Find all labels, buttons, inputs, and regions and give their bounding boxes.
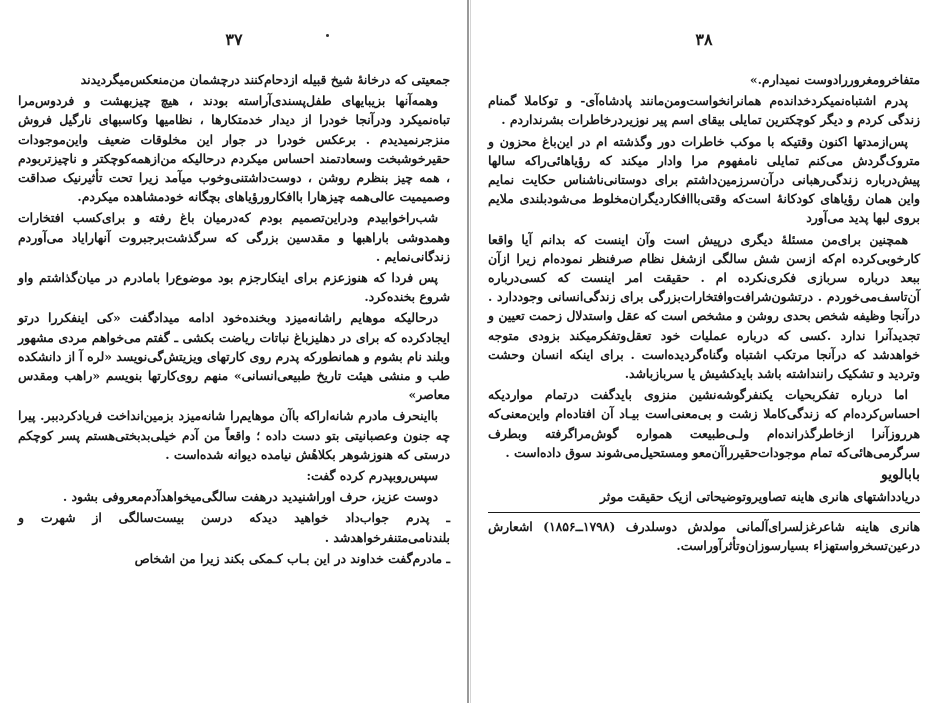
right-page-number: ۳۸ (695, 30, 713, 49)
paragraph: شب‌راخوابیدم ودراین‌تصمیم بودم که‌درمیان باغ رفته و برای‌کسب افتخارات وهمدوشی باراهبها و مقدسین بزرگی که سرگذشت‌برجبروت آنهارایاد می‌آوردم زندگانی‌نمایم . (18, 210, 450, 264)
page-gutter-shadow (470, 0, 471, 703)
paragraph: بااینحرف مادرم شانه‌اراکه باآن موهایم‌را شانه‌میزد بزمین‌انداخت فریادکرد‌ببر. پیرا چه جنون وعصبانیتی بتو دست داده ؛ واقعاً من آدم خیلی‌بدبختی‌هستم پسر کوچکم درستی که هنوزشوهر بکلاهٔش نیامده دیوانه شده‌است . (18, 408, 450, 462)
paragraph: وهمه‌آنها بزیبایهای طفل‌پسندی‌آراسته بودند ، هیچ چیزبهشت و فردوس‌مرا تباه‌نمیکرد ودرآنجا خودرا از دیدار خدمتکارها ، نظامیها وکاسبهای نارگیل فروش منزجر‌نمیدیدم . برعکس خودرا در جوار این مخلوقات ضعیف واین‌موجودات حقیرخوشبخت وسعادتمند احساس میکردم درحالیکه من‌ازهمه‌کوچکتر و ناچیزتربودم ، همه چیز بنظرم روشن ، دوست‌داشتنی‌وخوب میآمد زیرا تحت تأثیرنیک صداقت وصمیمیت عالی‌همه چیزهارا باافکارورؤیاهای بچگانه خودمشاهده میکردم. (18, 93, 450, 205)
left-page (18, 0, 450, 703)
paragraph: اما درباره تفکربحیات یکنفرگوشه‌نشین منزوی بایدگفت درتمام مواردیکه احساس‌کرده‌ام که زندگی‌کاملا زشت و بی‌معنی‌است بیـاد آن افتاده‌ام واین‌معنی‌که هرروزآنرا ازخاطرگذرانده‌ام ولـی‌طبیعت همواره گوش‌مراگرفته وبطرف سرگرمی‌هائی‌که تمام موجودات‌حقیرراآن‌معو ومستحیل‌می‌شوند سوق داده‌است . (488, 387, 920, 460)
paragraph: ـ پدرم جواب‌داد خواهید دیدکه درسن بیست‌سالگی از شهرت و بلندنامی‌متنفرخواهدشد . (18, 510, 450, 545)
paragraph: پس فردا که هنوزعزم برای اینکارجزم بود موضوع‌را بامادرم در میان‌گذاشتم واو شروع بخنده‌کرد. (18, 270, 450, 305)
paragraph: ـ مادرم‌گفت خداوند در این بـاب کـمکی بکند زیرا من اشخاص (134, 550, 450, 566)
paragraph: متفاخرومغروررادوست نمیدارم.» (749, 72, 920, 87)
paragraph: جمعیتی که درخانهٔ شیخ قبیله ازدحام‌کنند درچشمان من‌منعکس‌میگردیدند (80, 72, 450, 87)
page-gutter (467, 0, 469, 703)
right-page-paragraphs (488, 70, 920, 462)
section-heading: بابالویو (881, 467, 920, 484)
print-mark (326, 34, 329, 37)
right-page-body (488, 70, 920, 557)
footnote-rule (488, 512, 920, 513)
paragraph: درحالیکه موهایم راشانه‌میزد وبخنده‌خود ادامه میداد‌گفت «کی اینفکررا درتو ایجاد‌کرده که برای در دهلیزباغ نباتات ریاضت بکشی ـ گفتم می‌خواهم مردی مشهور وبلند نام بشوم و همانطورکه پدرم روی کارتهای ویزیتش‌گی‌نویسد «لره آ از دانشکده طب و منشی هیئت تاریخ طبیعی‌انسانی» منهم روی‌کارتها بنویسم «راهب ومقدس معاصر» (18, 310, 450, 403)
section-heading-note: دریادداشتهای هانری هاینه تصاویروتوضیحاتی ازیک حقیقت موثر (599, 489, 920, 505)
right-page (488, 0, 920, 703)
footnote: هانری هاینه شاعرغزلسرای‌آلمانی مولدش دوسلدرف (۱۷۹۸ــ۱۸۵۶) اشعارش درعین‌تسخروا‌ستهزاء بسیارسوزان‌وتأثرآوراست. (488, 519, 920, 554)
paragraph: همچنین برای‌من مسئلهٔ دیگری درپیش است وآن اینست که بدانم آیا واقعا کارخوبی‌کرده ام‌که ازسن شش سالگی ازشغل نظام صرفنظر نموده‌ام زیرا ازآن ببعد درباره سربازی فکری‌نکرده ام . حقیقت امر اینست که کسی‌درباره آن‌تاسف‌می‌خورد‌م . درتشون‌شرافت‌وافتخارات‌بزرگی برای زندگی‌انسانی وجوددارد . درآنجا وظیفه شخص بحدی روشن و مشخص است که عقل واستدلال زحمت تعیین و تجدیدآنرا ندارد .کسی که درباره عملیات خود تعقل‌وتفکرمیکند بزودی متوجه خواهدشد که درآنجا مرتکب اشتباه وگناه‌گردیده‌است . برای اینکه انسان وحشت وتردید و تشکیک راننداشته باشد بایدکشیش یا سربازباشد. (488, 231, 920, 382)
paragraph: پدرم اشتباه‌نمیکرد‌خدا‌نده‌م همانرانخواست‌ومن‌مانند پادشاه‌آی- و توکاملا گمنام زندگی کردم و دیگر کوچکترین تمایلی بیقای اسم پیر نوزیردرخاطرات بشرنداردم . (488, 93, 920, 128)
paragraph: سپس‌روبپدرم کرده گفت: (306, 468, 438, 484)
left-page-body (18, 70, 450, 570)
paragraph: پس‌ازمدتها اکنون وقتیکه با موکب خاطرات دور وگذشته ام در این‌باغ محزون و متروک‌گردش می‌کنم تمایلی نامفهوم مرا وادار میکند که رؤیاهائی‌راکه سالها پیش‌درباره زندگی‌رهبانی درآن‌سرزمین‌داشتم برای دوستانی‌ناشناس حکایت نمایم واین همان رؤیاهای کودکانهٔ است‌که وقتی‌بااافکاردیگران‌مخلوط می‌شودبلندی ملایم بروی لبها پدید می‌آورد (488, 133, 920, 226)
paragraph: دوست عزیز، حرف اوراشنیدید درهفت سالگی‌میخواهدآدم‌معروفی بشود . (62, 489, 438, 505)
left-page-number: ۳۷ (225, 30, 243, 49)
